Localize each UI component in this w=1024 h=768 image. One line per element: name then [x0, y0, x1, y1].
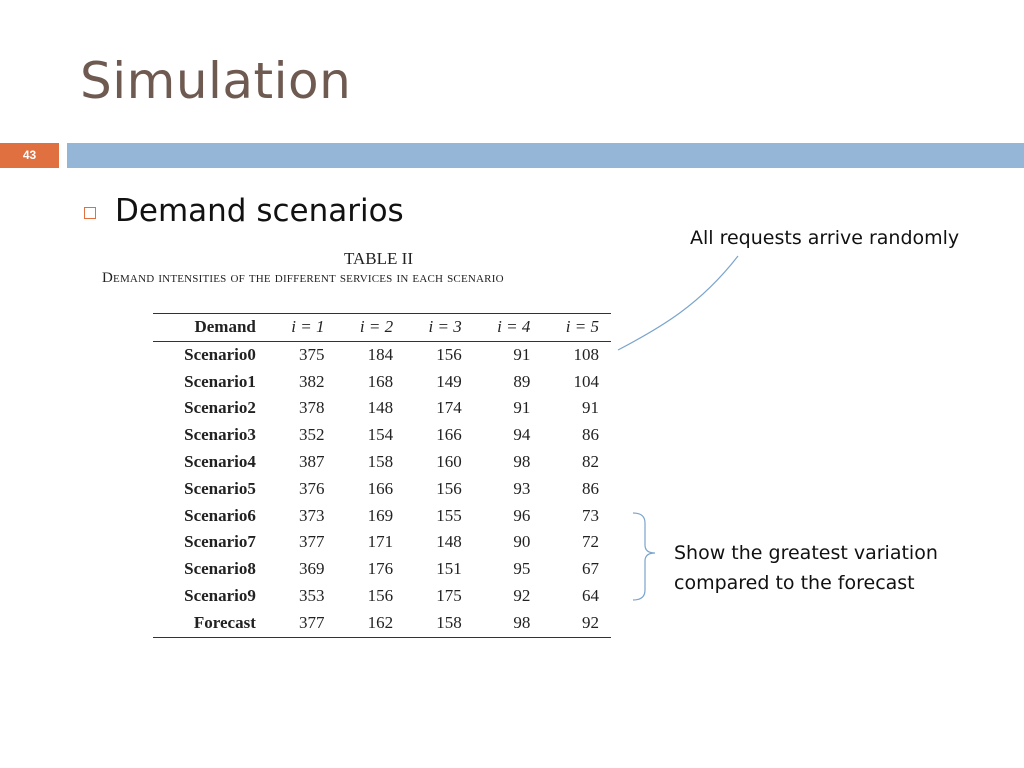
table-cell: 151	[436, 559, 462, 579]
table-cell: 160	[436, 451, 462, 471]
table-cell: 166	[367, 478, 394, 498]
table-cell: 378	[299, 398, 325, 418]
row-label: Scenario4	[184, 451, 256, 471]
slide-number: 43	[0, 143, 59, 168]
table-cell: 171	[367, 532, 394, 552]
table-cell: 154	[367, 425, 394, 445]
table-cell: 67	[582, 559, 599, 579]
table-cell: 92	[513, 585, 531, 605]
table-cell: 64	[582, 585, 599, 605]
table-cell: 72	[582, 532, 599, 552]
bracket	[633, 513, 655, 600]
table-cell: 387	[299, 451, 325, 471]
table-cell: 175	[436, 585, 462, 605]
table-cell: 166	[436, 425, 462, 445]
table-cell: 90	[513, 532, 531, 552]
table-cell: 353	[299, 585, 325, 605]
table-cell: 169	[367, 505, 394, 525]
table-cell: 375	[299, 344, 325, 364]
table-subcaption: Demand intensities of the different services in each scenario	[102, 270, 504, 286]
table-cell: 148	[436, 532, 462, 552]
row-label: Scenario3	[184, 425, 256, 445]
table-cell: 94	[513, 425, 531, 445]
table-cell: 91	[513, 344, 531, 364]
column-header: i = 4	[497, 317, 531, 336]
annotation-random: All requests arrive randomly	[690, 227, 960, 249]
bullet-text: Demand scenarios	[115, 193, 404, 229]
table-cell: 377	[299, 612, 325, 632]
table-cell: 168	[367, 371, 394, 391]
annotation-variation-line2: compared to the forecast	[674, 572, 915, 594]
row-label: Scenario0	[184, 344, 256, 364]
row-label: Scenario1	[184, 371, 256, 391]
table-cell: 89	[513, 371, 531, 391]
table-cell: 352	[299, 425, 325, 445]
table-cell: 184	[367, 344, 394, 364]
table-cell: 158	[367, 451, 394, 471]
table-cell: 369	[299, 559, 325, 579]
table-cell: 376	[299, 478, 325, 498]
callout-line	[618, 256, 738, 350]
column-header: i = 5	[565, 317, 599, 336]
table-cell: 155	[436, 505, 462, 525]
table-cell: 73	[582, 505, 599, 525]
column-header: i = 3	[428, 317, 462, 336]
table-cell: 91	[513, 398, 531, 418]
column-header: Demand	[194, 317, 256, 336]
table-cell: 108	[573, 344, 599, 364]
table-cell: 86	[582, 478, 599, 498]
table-cell: 162	[367, 612, 394, 632]
table-cell: 156	[436, 478, 462, 498]
table-cell: 176	[367, 559, 394, 579]
table-cell: 98	[513, 612, 531, 632]
row-label: Scenario5	[184, 478, 256, 498]
row-label: Scenario6	[184, 505, 256, 525]
row-label: Scenario7	[184, 532, 256, 552]
table-cell: 373	[299, 505, 325, 525]
table-cell: 98	[513, 451, 531, 471]
row-label: Scenario9	[184, 585, 256, 605]
table-cell: 95	[513, 559, 531, 579]
table-cell: 377	[299, 532, 325, 552]
table-cell: 82	[582, 451, 599, 471]
column-header: i = 1	[291, 317, 325, 336]
table-cell: 93	[513, 478, 531, 498]
annotation-variation-line1: Show the greatest variation	[674, 542, 938, 564]
table-cell: 86	[582, 425, 599, 445]
row-label: Forecast	[193, 612, 256, 632]
table-cell: 156	[436, 344, 462, 364]
table-cell: 156	[367, 585, 394, 605]
slide-title: Simulation	[80, 52, 352, 110]
table-caption: TABLE II	[344, 249, 413, 268]
table-cell: 104	[573, 371, 599, 391]
table-cell: 382	[299, 371, 325, 391]
table-cell: 148	[367, 398, 394, 418]
table-cell: 96	[513, 505, 531, 525]
table-cell: 91	[582, 398, 599, 418]
table-cell: 158	[436, 612, 462, 632]
table-cell: 149	[436, 371, 462, 391]
table-cell: 174	[436, 398, 462, 418]
row-label: Scenario2	[184, 398, 256, 418]
table-cell: 92	[582, 612, 599, 632]
column-header: i = 2	[359, 317, 394, 336]
row-label: Scenario8	[184, 559, 256, 579]
